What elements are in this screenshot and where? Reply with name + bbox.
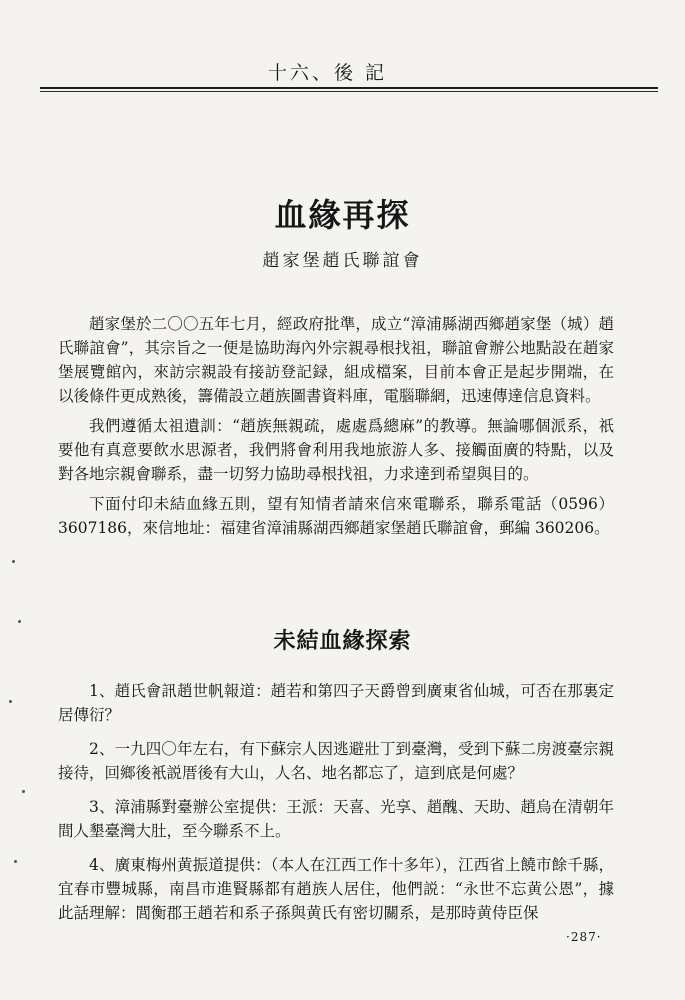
page-title: 血緣再探 bbox=[274, 196, 411, 234]
page-subtitle: 趙家堡趙氏聯誼會 bbox=[262, 251, 423, 271]
scan-speck bbox=[9, 700, 12, 703]
list-item: 1、趙氏會訊趙世帆報道：趙若和第四子天爵曾到廣東省仙城，可否在那裏定居傳衍？ bbox=[58, 682, 614, 724]
intro-paragraph: 下面付印未結血緣五則，望有知情者請來信來電聯系，聯系電話（0596）3607186，來信地址：福建省漳浦縣湖西鄉趙家堡趙氏聯誼會，郵編 360206。 bbox=[58, 495, 614, 537]
intro-paragraph: 趙家堡於二〇〇五年七月，經政府批準，成立“漳浦縣湖西鄉趙家堡（城）趙氏聯誼會”，其宗旨之一便是協助海內外宗親尋根找祖，聯誼會辦公地點設在趙家堡展覽館內，來訪宗親設有接訪登記録，組成檔案，目前本會正是起步開端，在以後條件更成熟後，籌備設立趙族圖書資料庫，電腦聯網，迅速傳達信息資料。 bbox=[58, 315, 614, 405]
scan-speck bbox=[14, 860, 17, 863]
page-number: ·287· bbox=[566, 930, 602, 944]
intro-section bbox=[58, 312, 614, 546]
list-item: 3、漳浦縣對臺辦公室提供：王派：天喜、光享、趙醜、天助、趙烏在清朝年間人墾臺灣大肚，至今聯系不上。 bbox=[58, 798, 614, 840]
scan-speck bbox=[22, 790, 25, 793]
item-list bbox=[58, 679, 614, 935]
scan-speck bbox=[18, 620, 21, 623]
list-item: 2、一九四〇年左右，有下蘇宗人因逃避壯丁到臺灣，受到下蘇二房渡臺宗親接待，回鄉後衹説厝後有大山，人名、地名都忘了，這到底是何處？ bbox=[58, 740, 614, 782]
header-rule-thick bbox=[40, 87, 658, 89]
list-item: 4、廣東梅州黄振道提供：（本人在江西工作十多年），江西省上饒市餘千縣，宜春市豐城縣，南昌市進賢縣都有趙族人居住，他們説：“永世不忘黄公恩”，據此話理解：閭衡郡王趙若和系子孫與黄氏有密切關系，是那時黄侍臣保 bbox=[58, 856, 614, 922]
intro-paragraph: 我們遵循太祖遺訓：“趙族無親疏，處處爲總麻”的教導。無論哪個派系，祇要他有真意要飲水思源者，我們將會利用我地旅游人多、接觸面廣的特點，以及對各地宗親會聯系，盡一切努力協助尋根找祖，力求達到希望與目的。 bbox=[58, 417, 614, 483]
header-rule-thin bbox=[40, 91, 658, 92]
running-header: 十六、後 記 bbox=[268, 62, 388, 84]
scan-speck bbox=[12, 560, 15, 563]
section-title: 未結血緣探索 bbox=[273, 628, 412, 654]
